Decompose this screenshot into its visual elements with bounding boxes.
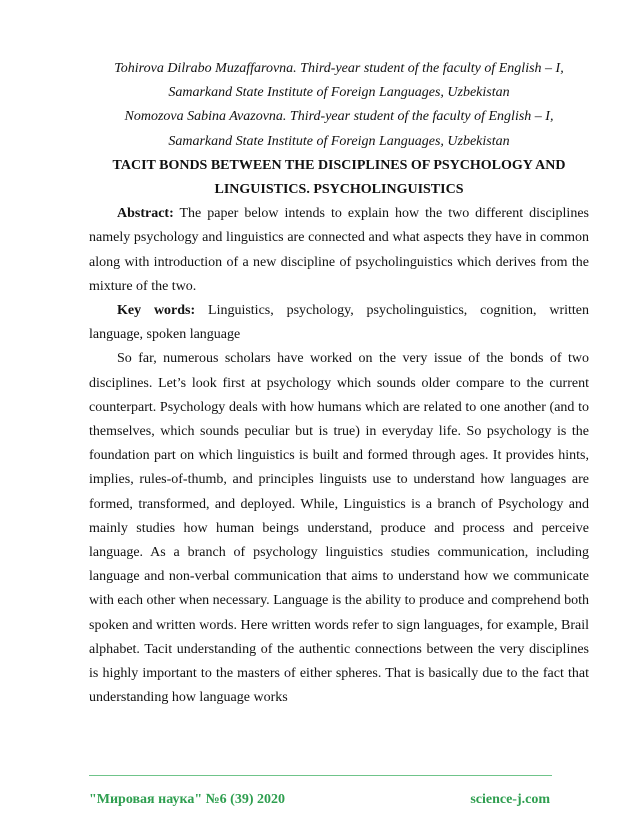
footer-divider <box>89 775 552 776</box>
body-paragraph: So far, numerous scholars have worked on the very issue of the bonds of two disciplines. Let’s look first at psychology which sounds older compare to the current counterpart. Psychology deals with how humans which are related to one another (and to themselves, which sounds peculiar but is true) in everyday life. So psychology is the foundation part on which linguistics is built and formed through ages. It provides hints, implies, rules-of-thumb, and principles linguists use to understand how languages are formed, transformed, and deployed. While, Linguistics is a branch of Psychology and mainly studies how human beings understand, produce and process and perceive language. As a branch of psychology linguistics studies communication, including language and non-verbal communication that aims to understand how we communicate with each other when necessary. Language is the ability to produce and comprehend both spoken and written words. Here written words refer to sign languages, for example, Brail alphabet. Tacit understanding of the authentic connections between the very disciplines is highly important to the masters of either spheres. That is basically due to the fact that understanding how language works <box>89 351 589 706</box>
keywords-label: Key words: <box>117 303 196 319</box>
journal-name: "Мировая наука" №6 (39) 2020 <box>89 792 285 807</box>
abstract-label: Abstract: <box>117 206 174 222</box>
author-1-line-1: Tohirova Dilrabo Muzaffarovna. Third-year student of the faculty of English – I, <box>114 61 564 76</box>
abstract-text: The paper below intends to explain how the two different disciplines namely psychology and linguistics are connected and what aspects they have in common along with introduction of a new discipline of psycholinguistics which derives from the mixture of the two. <box>89 206 589 294</box>
article-title: TACIT BONDS BETWEEN THE DISCIPLINES OF PSYCHOLOGY AND LINGUISTICS. PSYCHOLINGUISTICS <box>112 157 566 198</box>
keywords-paragraph <box>89 299 589 347</box>
author-1-line-2: Samarkand State Institute of Foreign Languages, Uzbekistan <box>168 85 510 101</box>
article-content <box>89 57 589 710</box>
keywords-text: Linguistics, psychology, psycholinguistics, cognition, written language, spoken language <box>89 303 589 343</box>
journal-site-link[interactable]: science-j.com <box>470 792 550 807</box>
author-2-line-2: Samarkand State Institute of Foreign Languages, Uzbekistan <box>168 133 510 149</box>
abstract-paragraph <box>89 202 589 299</box>
author-2-line-1: Nomozova Sabina Avazovna. Third-year student of the faculty of English – I, <box>124 109 554 125</box>
